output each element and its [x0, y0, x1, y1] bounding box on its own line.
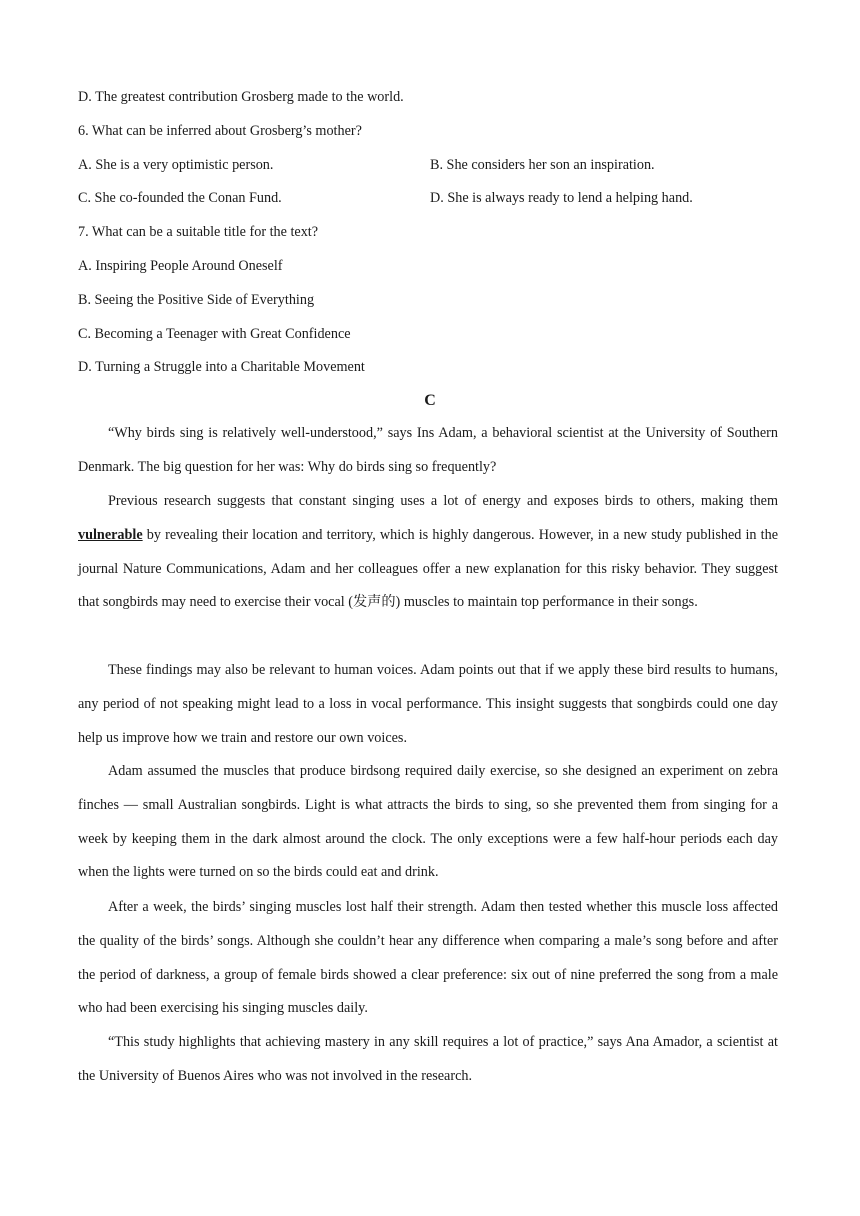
passage-paragraph-5: After a week, the birds’ singing muscles lost half their strength. Adam then tested whether this muscle loss affected the quality of the birds’ songs. Although she couldn’t hear any difference when comparing a male’s song before and after the period of darkness, a group of female birds showed a clear preference: six out of nine preferred the song from a male who had been exercising his singing muscles daily. [78, 899, 778, 1017]
q7-option-a: A. Inspiring People Around Oneself [78, 258, 283, 274]
passage-heading: C [424, 392, 436, 409]
passage-paragraph-3: These findings may also be relevant to human voices. Adam points out that if we apply these bird results to humans, any period of not speaking might lead to a loss in vocal performance. This insight suggests that songbirds could one day help us improve how we train and restore our own voices. [78, 662, 778, 746]
q7-stem: 7. What can be a suitable title for the text? [78, 224, 319, 240]
q6-option-d: D. She is always ready to lend a helping hand. [430, 190, 693, 206]
q6-option-a: A. She is a very optimistic person. [78, 157, 274, 173]
paragraph-2-text-before: Previous research suggests that constant singing uses a lot of energy and exposes birds to others, making them [108, 493, 778, 509]
passage-paragraph-4: Adam assumed the muscles that produce birdsong required daily exercise, so she designed an experiment on zebra finches — small Australian songbirds. Light is what attracts the birds to sing, so she prevented them from singing for a week by keeping them in the dark almost around the clock. The only exceptions were a few half-hour periods each day when the lights were turned on so the birds could eat and drink. [78, 763, 778, 881]
q6-option-c: C. She co-founded the Conan Fund. [78, 190, 282, 206]
q7-option-d: D. Turning a Struggle into a Charitable Movement [78, 359, 365, 375]
passage-paragraph-1: “Why birds sing is relatively well-understood,” says Ins Adam, a behavioral scientist at the University of Southern Denmark. The big question for her was: Why do birds sing so frequently? [78, 425, 778, 475]
q6-option-b: B. She considers her son an inspiration. [430, 157, 655, 173]
q5-option-d: D. The greatest contribution Grosberg made to the world. [78, 89, 404, 105]
passage-paragraph-6: “This study highlights that achieving mastery in any skill requires a lot of practice,” says Ana Amador, a scientist at the University of Buenos Aires who was not involved in the research. [78, 1034, 778, 1084]
q7-option-b: B. Seeing the Positive Side of Everything [78, 292, 315, 308]
vocab-word-vulnerable: vulnerable [78, 526, 143, 543]
passage-paragraph-2 [78, 485, 778, 620]
paragraph-2-text-after: by revealing their location and territory, which is highly dangerous. However, in a new study published in the journal Nature Communications, Adam and her colleagues offer a new explanation for this risky behavior. They suggest that songbirds may need to exercise their vocal (发声的) muscles to maintain top performance in their songs. [78, 526, 778, 611]
q7-option-c: C. Becoming a Teenager with Great Confidence [78, 326, 351, 342]
q6-stem: 6. What can be inferred about Grosberg’s mother? [78, 123, 362, 139]
